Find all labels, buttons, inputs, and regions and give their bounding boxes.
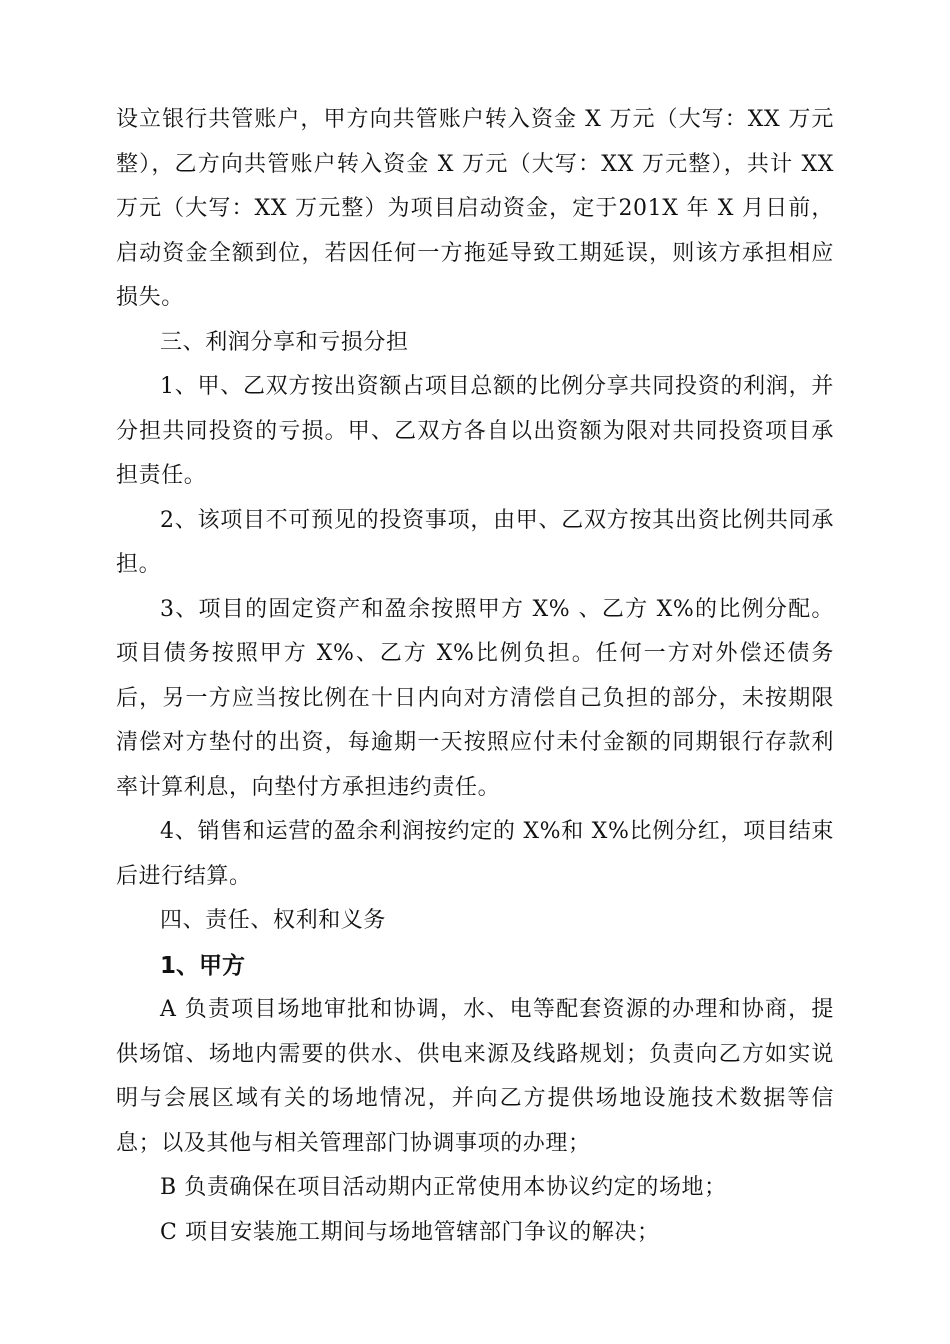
subheading-party-a: 1、甲方 bbox=[160, 952, 246, 979]
paragraph-profit-1: 1、甲、乙双方按出资额占项目总额的比例分享共同投资的利润，并分担共同投资的亏损。甲、乙双方各自以出资额为限对共同投资项目承担责任。 bbox=[116, 374, 834, 488]
section-heading-profit-sharing: 三、利润分享和亏损分担 bbox=[160, 329, 409, 355]
paragraph-profit-3: 3、项目的固定资产和盈余按照甲方 X% 、乙方 X%的比例分配。项目债务按照甲方 X%、乙方 X%比例负担。任何一方对外偿还债务后，另一方应当按比例在十日内向对方清偿自己负担的部分，未按期限清偿对方垫付的出资，每逾期一天按照应付未付金额的同期银行存款利率计算利息，向垫付方承担违约责任。 bbox=[116, 596, 834, 800]
section-heading-responsibilities: 四、责任、权利和义务 bbox=[160, 908, 387, 933]
paragraph-profit-2: 2、该项目不可预见的投资事项，由甲、乙双方按其出资比例共同承担。 bbox=[116, 507, 834, 577]
paragraph-party-a-item-a: A 负责项目场地审批和协调，水、电等配套资源的办理和协商，提供场馆、场地内需要的供水、供电来源及线路规划；负责向乙方如实说明与会展区域有关的场地情况，并向乙方提供场地设施技术数据等信息；以及其他与相关管理部门协调事项的办理； bbox=[116, 997, 834, 1156]
paragraph-party-a-item-b: B 负责确保在项目活动期内正常使用本协议约定的场地； bbox=[160, 1175, 727, 1200]
paragraph-party-a-item-c: C 项目安装施工期间与场地管辖部门争议的解决； bbox=[160, 1219, 660, 1245]
document-body bbox=[116, 98, 834, 1255]
paragraph-profit-4: 4、销售和运营的盈余利润按约定的 X%和 X%比例分红，项目结束后进行结算。 bbox=[116, 819, 834, 889]
paragraph-funding: 设立银行共管账户，甲方向共管账户转入资金 X 万元（大写：XX 万元整），乙方向共管账户转入资金 X 万元（大写：XX 万元整），共计 XX 万元（大写：XX 万元整）为项目启动资金，定于201X 年 X 月日前，启动资金全额到位，若因任何一方拖延导致工期延误，则该方承担相应损失。 bbox=[116, 107, 834, 310]
